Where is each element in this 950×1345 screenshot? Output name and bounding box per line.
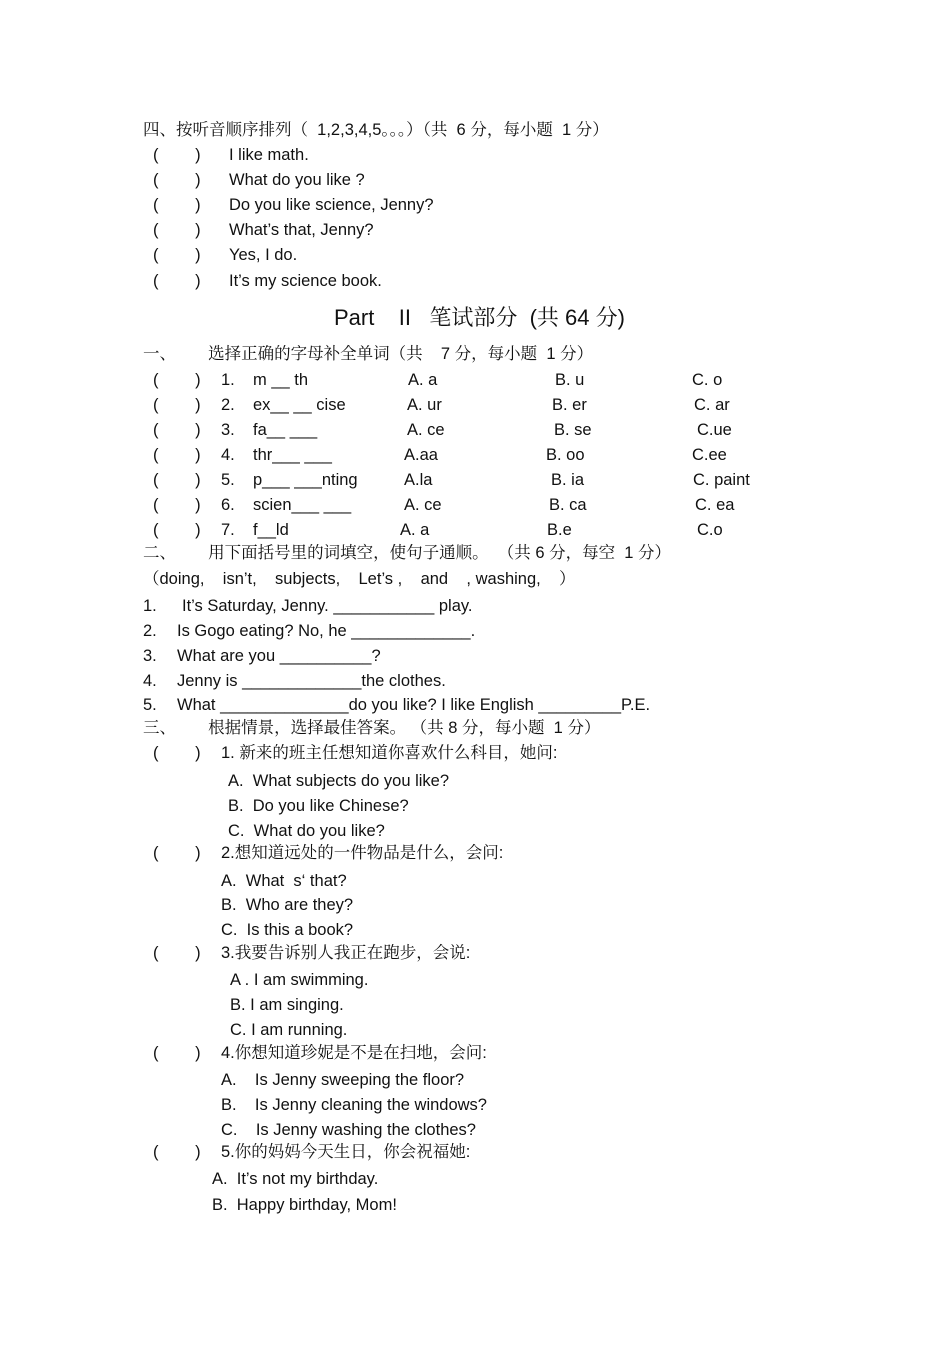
option-a: A.la xyxy=(404,471,433,489)
option-b: B. oo xyxy=(546,446,585,464)
item-number: 4. xyxy=(221,446,235,464)
question-stem: 4.你想知道珍妮是不是在扫地，会问: xyxy=(221,1044,487,1062)
item-number: 1. xyxy=(143,597,157,615)
fill-sentence: What are you __________? xyxy=(177,647,381,665)
answer-paren: ( ) xyxy=(153,1143,201,1161)
choice-option: A. It’s not my birthday. xyxy=(212,1170,379,1188)
item-number: 3. xyxy=(143,647,157,665)
fill-sentence: Jenny is _____________the clothes. xyxy=(177,672,446,690)
option-c: C. paint xyxy=(693,471,750,489)
answer-paren: ( ) xyxy=(153,844,201,862)
choice-option: B. Happy birthday, Mom! xyxy=(212,1196,397,1214)
question-stem: 3.我要告诉别人我正在跑步，会说: xyxy=(221,944,471,962)
option-b: B. ia xyxy=(551,471,585,489)
option-b: B. er xyxy=(552,396,587,414)
answer-paren: ( ) xyxy=(153,171,201,189)
option-c: C.o xyxy=(697,521,723,539)
q2-heading: 二、 用下面括号里的词填空，使句子通顺。 （共 6 分，每空 1 分） xyxy=(143,544,672,562)
choice-option: A. What s‘ that? xyxy=(221,872,347,890)
option-b: B.e xyxy=(547,521,572,539)
option-a: A. ce xyxy=(407,421,445,439)
word-blank: scien___ ___ xyxy=(253,496,352,514)
answer-paren: ( ) xyxy=(153,744,201,762)
choice-option: B. Is Jenny cleaning the windows? xyxy=(221,1096,487,1114)
choice-option: B. I am singing. xyxy=(230,996,344,1014)
option-a: A. ce xyxy=(404,496,442,514)
sentence-text: I like math. xyxy=(229,146,309,164)
option-c: C. ea xyxy=(695,496,735,514)
question-stem: 5.你的妈妈今天生日，你会祝福她: xyxy=(221,1143,471,1161)
answer-paren: ( ) xyxy=(153,272,201,290)
choice-option: A. Is Jenny sweeping the floor? xyxy=(221,1071,465,1089)
option-b: B. ca xyxy=(549,496,587,514)
option-b: B. se xyxy=(554,421,592,439)
item-number: 4. xyxy=(143,672,157,690)
sentence-text: Yes, I do. xyxy=(229,246,298,264)
option-c: C. ar xyxy=(694,396,730,414)
word-blank: fa__ ___ xyxy=(253,421,318,439)
fill-sentence: It’s Saturday, Jenny. ___________ play. xyxy=(182,597,473,615)
answer-paren: ( ) xyxy=(153,246,201,264)
item-number: 2. xyxy=(221,396,235,414)
sentence-text: Do you like science, Jenny? xyxy=(229,196,434,214)
question-stem: 2.想知道远处的一件物品是什么，会问: xyxy=(221,844,504,862)
answer-paren: ( ) xyxy=(153,196,201,214)
choice-option: C. What do you like? xyxy=(228,822,385,840)
choice-option: B. Do you like Chinese? xyxy=(228,797,409,815)
item-number: 5. xyxy=(143,696,157,714)
word-blank: ex__ __ cise xyxy=(253,396,346,414)
choice-option: A . I am swimming. xyxy=(230,971,369,989)
item-number: 6. xyxy=(221,496,235,514)
sentence-text: What’s that, Jenny? xyxy=(229,221,374,239)
answer-paren: ( ) xyxy=(153,496,201,514)
option-a: A. ur xyxy=(407,396,442,414)
option-b: B. u xyxy=(555,371,585,389)
q1-heading: 一、 选择正确的字母补全单词（共 7 分，每小题 1 分） xyxy=(143,345,594,363)
sentence-text: What do you like ? xyxy=(229,171,365,189)
part2-title: Part II 笔试部分 (共 64 分) xyxy=(334,305,625,330)
answer-paren: ( ) xyxy=(153,1044,201,1062)
section4-heading: 四、按听音顺序排列（ 1,2,3,4,5。。。）（共 6 分，每小题 1 分） xyxy=(143,121,609,139)
option-c: C. o xyxy=(692,371,723,389)
item-number: 3. xyxy=(221,421,235,439)
word-blank: m __ th xyxy=(253,371,309,389)
answer-paren: ( ) xyxy=(153,221,201,239)
answer-paren: ( ) xyxy=(153,396,201,414)
item-number: 5. xyxy=(221,471,235,489)
item-number: 2. xyxy=(143,622,157,640)
word-bank: （doing, isn’t, subjects, Let’s , and , washing, ） xyxy=(143,570,576,588)
option-c: C.ue xyxy=(697,421,732,439)
answer-paren: ( ) xyxy=(153,521,201,539)
answer-paren: ( ) xyxy=(153,446,201,464)
option-a: A. a xyxy=(400,521,430,539)
choice-option: C. I am running. xyxy=(230,1021,348,1039)
answer-paren: ( ) xyxy=(153,471,201,489)
option-c: C.ee xyxy=(692,446,727,464)
answer-paren: ( ) xyxy=(153,371,201,389)
word-blank: f__ld xyxy=(253,521,289,539)
fill-sentence: What ______________do you like? I like English _________P.E. xyxy=(177,696,651,714)
choice-option: B. Who are they? xyxy=(221,896,354,914)
answer-paren: ( ) xyxy=(153,146,201,164)
word-blank: thr___ ___ xyxy=(253,446,332,464)
choice-option: C. Is Jenny washing the clothes? xyxy=(221,1121,476,1139)
choice-option: A. What subjects do you like? xyxy=(228,772,450,790)
answer-paren: ( ) xyxy=(153,421,201,439)
q3-heading: 三、 根据情景，选择最佳答案。 （共 8 分，每小题 1 分） xyxy=(143,719,601,737)
choice-option: C. Is this a book? xyxy=(221,921,354,939)
fill-sentence: Is Gogo eating? No, he _____________. xyxy=(177,622,476,640)
answer-paren: ( ) xyxy=(153,944,201,962)
option-a: A. a xyxy=(408,371,438,389)
option-a: A.aa xyxy=(404,446,438,464)
item-number: 1. xyxy=(221,371,235,389)
item-number: 7. xyxy=(221,521,235,539)
word-blank: p___ ___nting xyxy=(253,471,358,489)
question-stem: 1. 新来的班主任想知道你喜欢什么科目，她问: xyxy=(221,744,558,762)
sentence-text: It’s my science book. xyxy=(229,272,382,290)
